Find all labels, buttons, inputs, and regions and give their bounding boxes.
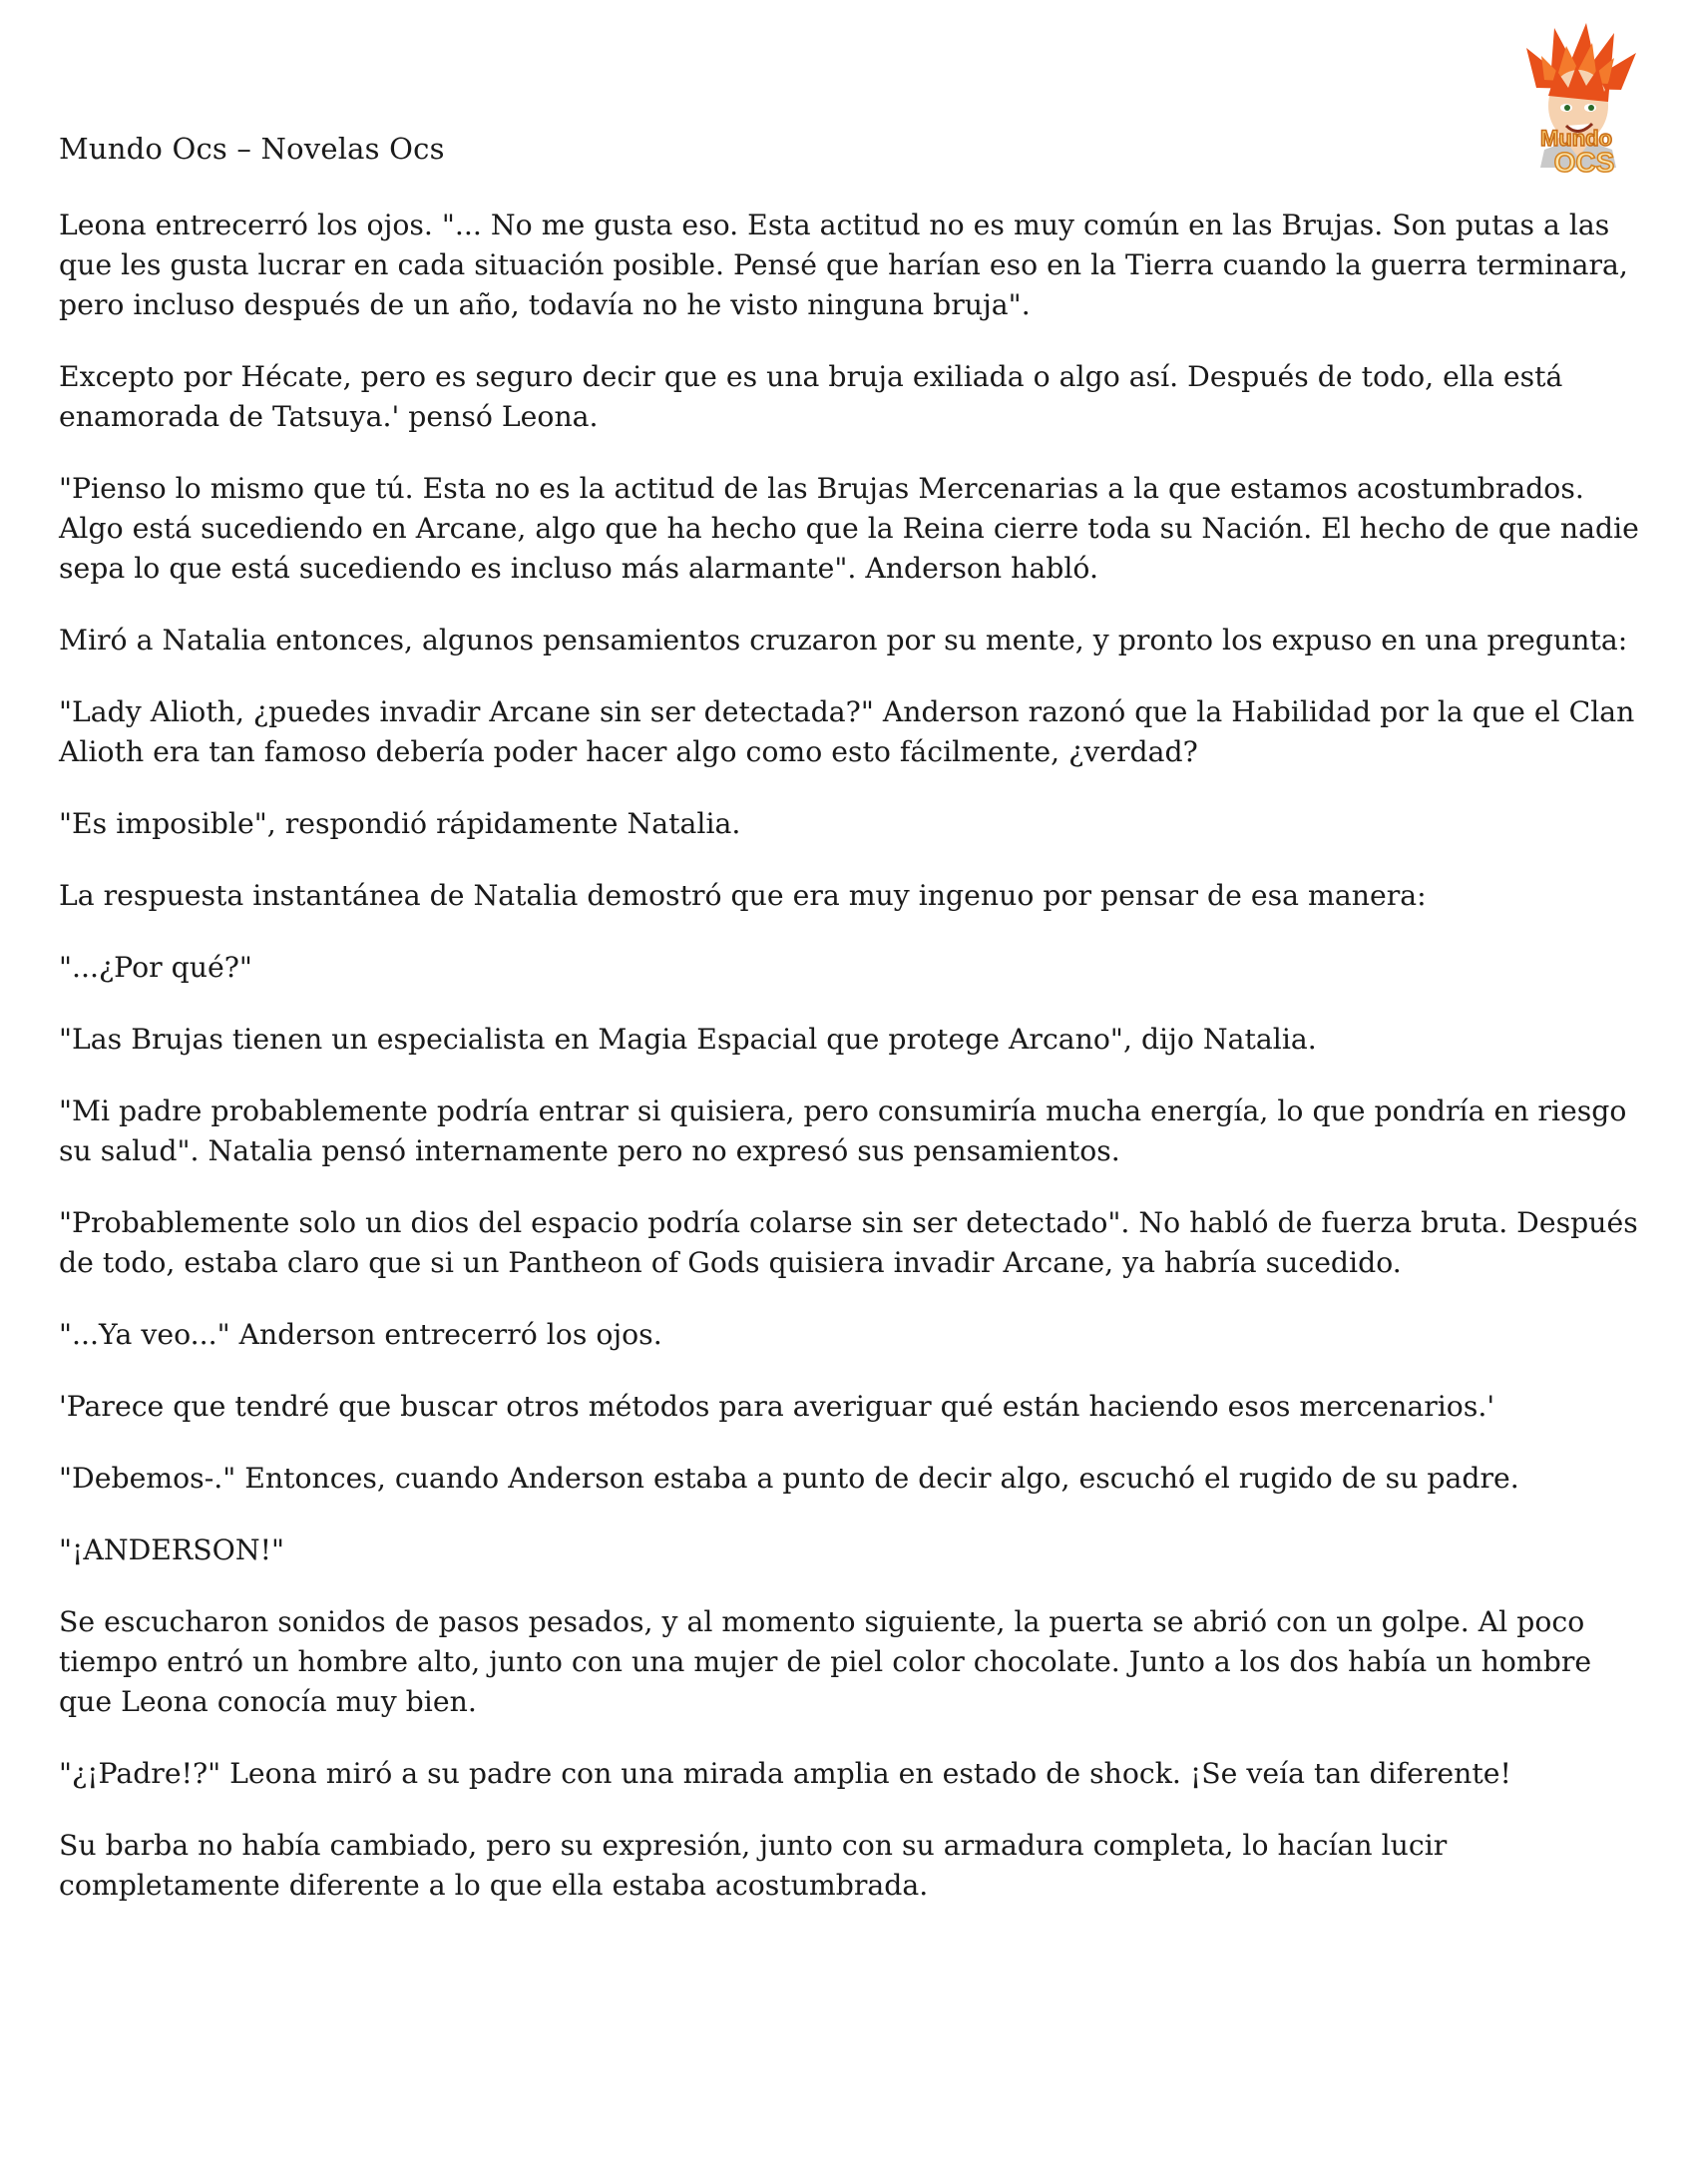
document-body — [59, 206, 1645, 1938]
paragraph: "Mi padre probablemente podría entrar si quisiera, pero consumiría mucha energía, lo que pondría en riesgo su salud". Natalia pensó internamente pero no expresó sus pensamientos. — [59, 1094, 1627, 1167]
logo-text-ocs: OCS — [1553, 147, 1615, 178]
paragraph: "Las Brujas tienen un especialista en Magia Espacial que protege Arcano", dijo Natalia. — [59, 1023, 1317, 1056]
paragraph: "Pienso lo mismo que tú. Esta no es la actitud de las Brujas Mercenarias a la que estamos acostumbrados. Algo está sucediendo en Arcane, algo que ha hecho que la Reina cierre toda su Nación. El hecho de que nadie sepa lo que está sucediendo es incluso más alarmante". Anderson habló. — [59, 472, 1639, 585]
paragraph: "...Ya veo..." Anderson entrecerró los ojos. — [59, 1318, 662, 1351]
paragraph: "...¿Por qué?" — [59, 951, 252, 984]
paragraph: Su barba no había cambiado, pero su expresión, junto con su armadura completa, lo hacían lucir completamente diferente a lo que ella estaba acostumbrada. — [59, 1829, 1448, 1902]
document-header: Mundo Ocs – Novelas Ocs — [59, 132, 445, 166]
paragraph: "¡ANDERSON!" — [59, 1533, 284, 1566]
paragraph: "Lady Alioth, ¿puedes invadir Arcane sin ser detectada?" Anderson razonó que la Habilidad por la que el Clan Alioth era tan famoso debería poder hacer algo como esto fácilmente, ¿verdad? — [59, 695, 1635, 768]
paragraph: "Probablemente solo un dios del espacio podría colarse sin ser detectado". No habló de fuerza bruta. Después de todo, estaba claro que si un Pantheon of Gods quisiera invadir Arcane, ya habría sucedido. — [59, 1206, 1638, 1279]
paragraph: "Debemos-." Entonces, cuando Anderson estaba a punto de decir algo, escuchó el rugido de su padre. — [59, 1462, 1519, 1495]
paragraph: Miró a Natalia entonces, algunos pensamientos cruzaron por su mente, y pronto los expuso en una pregunta: — [59, 624, 1628, 656]
paragraph: "¿¡Padre!?" Leona miró a su padre con una mirada amplia en estado de shock. ¡Se veía tan diferente! — [59, 1757, 1511, 1790]
mundo-ocs-logo — [1496, 18, 1656, 178]
paragraph: Leona entrecerró los ojos. "... No me gusta eso. Esta actitud no es muy común en las Brujas. Son putas a las que les gusta lucrar en cada situación posible. Pensé que harían eso en la Tierra cuando la guerra terminara, pero incluso después de un año, todavía no he visto ninguna bruja". — [59, 209, 1628, 321]
paragraph: Excepto por Hécate, pero es seguro decir que es una bruja exiliada o algo así. Después de todo, ella está enamorada de Tatsuya.' pensó Leona. — [59, 360, 1563, 433]
paragraph: "Es imposible", respondió rápidamente Natalia. — [59, 807, 741, 840]
logo-text-mundo: Mundo — [1539, 126, 1613, 151]
paragraph: Se escucharon sonidos de pasos pesados, y al momento siguiente, la puerta se abrió con un golpe. Al poco tiempo entró un hombre alto, junto con una mujer de piel color chocolate. Junto a los dos había un hombre que Leona conocía muy bien. — [59, 1605, 1592, 1718]
paragraph: 'Parece que tendré que buscar otros métodos para averiguar qué están haciendo esos mercenarios.' — [59, 1390, 1495, 1423]
paragraph: La respuesta instantánea de Natalia demostró que era muy ingenuo por pensar de esa manera: — [59, 879, 1427, 912]
